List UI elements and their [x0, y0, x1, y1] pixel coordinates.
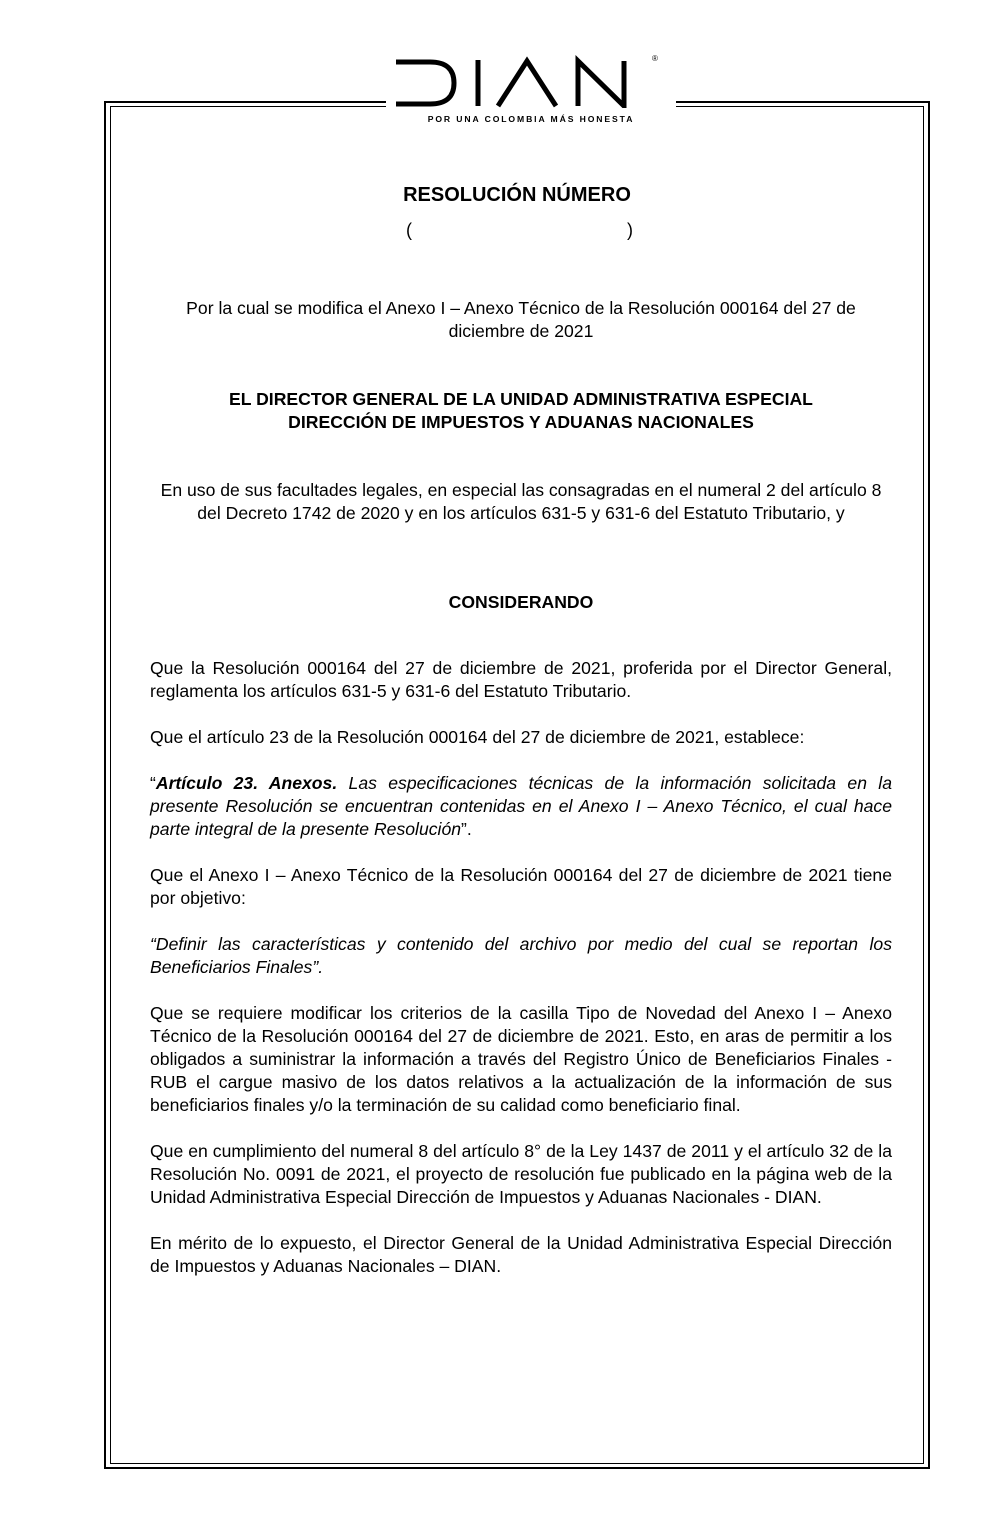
paragraph-7: Que en cumplimiento del numeral 8 del artículo 8° de la Ley 1437 de 2011 y el artículo 32 de la Resolución No. 0091 de 2021, el proyecto de resolución fue publicado en la página web de la Unidad Administrativa Especial Dirección de Impuestos y Aduanas Nacionales - DIAN. — [150, 1141, 892, 1207]
registered-mark: ® — [652, 54, 658, 63]
paragraph-2: Que el artículo 23 de la Resolución 000164 del 27 de diciembre de 2021, establece: — [150, 727, 805, 747]
paragraph-8: En mérito de lo expuesto, el Director General de la Unidad Administrativa Especial Dirección de Impuestos y Aduanas Nacionales – DIAN. — [150, 1233, 892, 1276]
paragraph-1: Que la Resolución 000164 del 27 de diciembre de 2021, proferida por el Director General, reglamenta los artículos 631-5 y 631-6 del Estatuto Tributario. — [150, 658, 892, 701]
number-close-paren: ) — [627, 220, 633, 240]
paragraph-5-quote: “Definir las características y contenido del archivo por medio del cual se reportan los Beneficiarios Finales”. — [150, 934, 892, 977]
considerations-body — [150, 657, 892, 1278]
paragraph-3-quote — [150, 772, 892, 841]
authority-heading — [150, 388, 892, 434]
close-quote: ”. — [461, 819, 472, 839]
dian-logo — [386, 52, 676, 130]
article-heading: Artículo 23. Anexos. — [155, 773, 338, 793]
resolution-subject: Por la cual se modifica el Anexo I – Anexo Técnico de la Resolución 000164 del 27 de diciembre de 2021 — [186, 298, 856, 341]
number-open-paren: ( — [406, 220, 412, 240]
document-title: RESOLUCIÓN NÚMERO — [403, 184, 631, 206]
paragraph-4: Que el Anexo I – Anexo Técnico de la Resolución 000164 del 27 de diciembre de 2021 tiene por objetivo: — [150, 865, 892, 908]
authority-line-2: DIRECCIÓN DE IMPUESTOS Y ADUANAS NACIONALES — [288, 412, 754, 432]
authority-line-1: EL DIRECTOR GENERAL DE LA UNIDAD ADMINISTRATIVA ESPECIAL — [229, 389, 813, 409]
article-text: Las especificaciones técnicas de la información solicitada en la presente Resolución se encuentran contenidas en el Anexo I – Anexo Técnico, el cual hace parte integral de la presente Resolución — [150, 773, 892, 839]
logo-tagline: POR UNA COLOMBIA MÁS HONESTA — [427, 114, 635, 124]
paragraph-6: Que se requiere modificar los criterios de la casilla Tipo de Novedad del Anexo I – Anexo Técnico de la Resolución 000164 del 27 de diciembre de 2021. Esto, en aras de permitir a los obligados a suministrar la información a través del Registro Único de Beneficiarios Finales - RUB el cargue masivo de los datos relativos a la actualización de la información de sus beneficiarios finales y/o la terminación de su calidad como beneficiario final. — [150, 1003, 892, 1115]
considerando-heading: CONSIDERANDO — [448, 592, 594, 612]
open-quote: “ — [150, 773, 156, 793]
dian-wordmark-icon — [386, 52, 676, 108]
legal-powers: En uso de sus facultades legales, en especial las consagradas en el numeral 2 del artículo 8 del Decreto 1742 de 2020 y en los artículos 631-5 y 631-6 del Estatuto Tributario, y — [160, 480, 882, 523]
